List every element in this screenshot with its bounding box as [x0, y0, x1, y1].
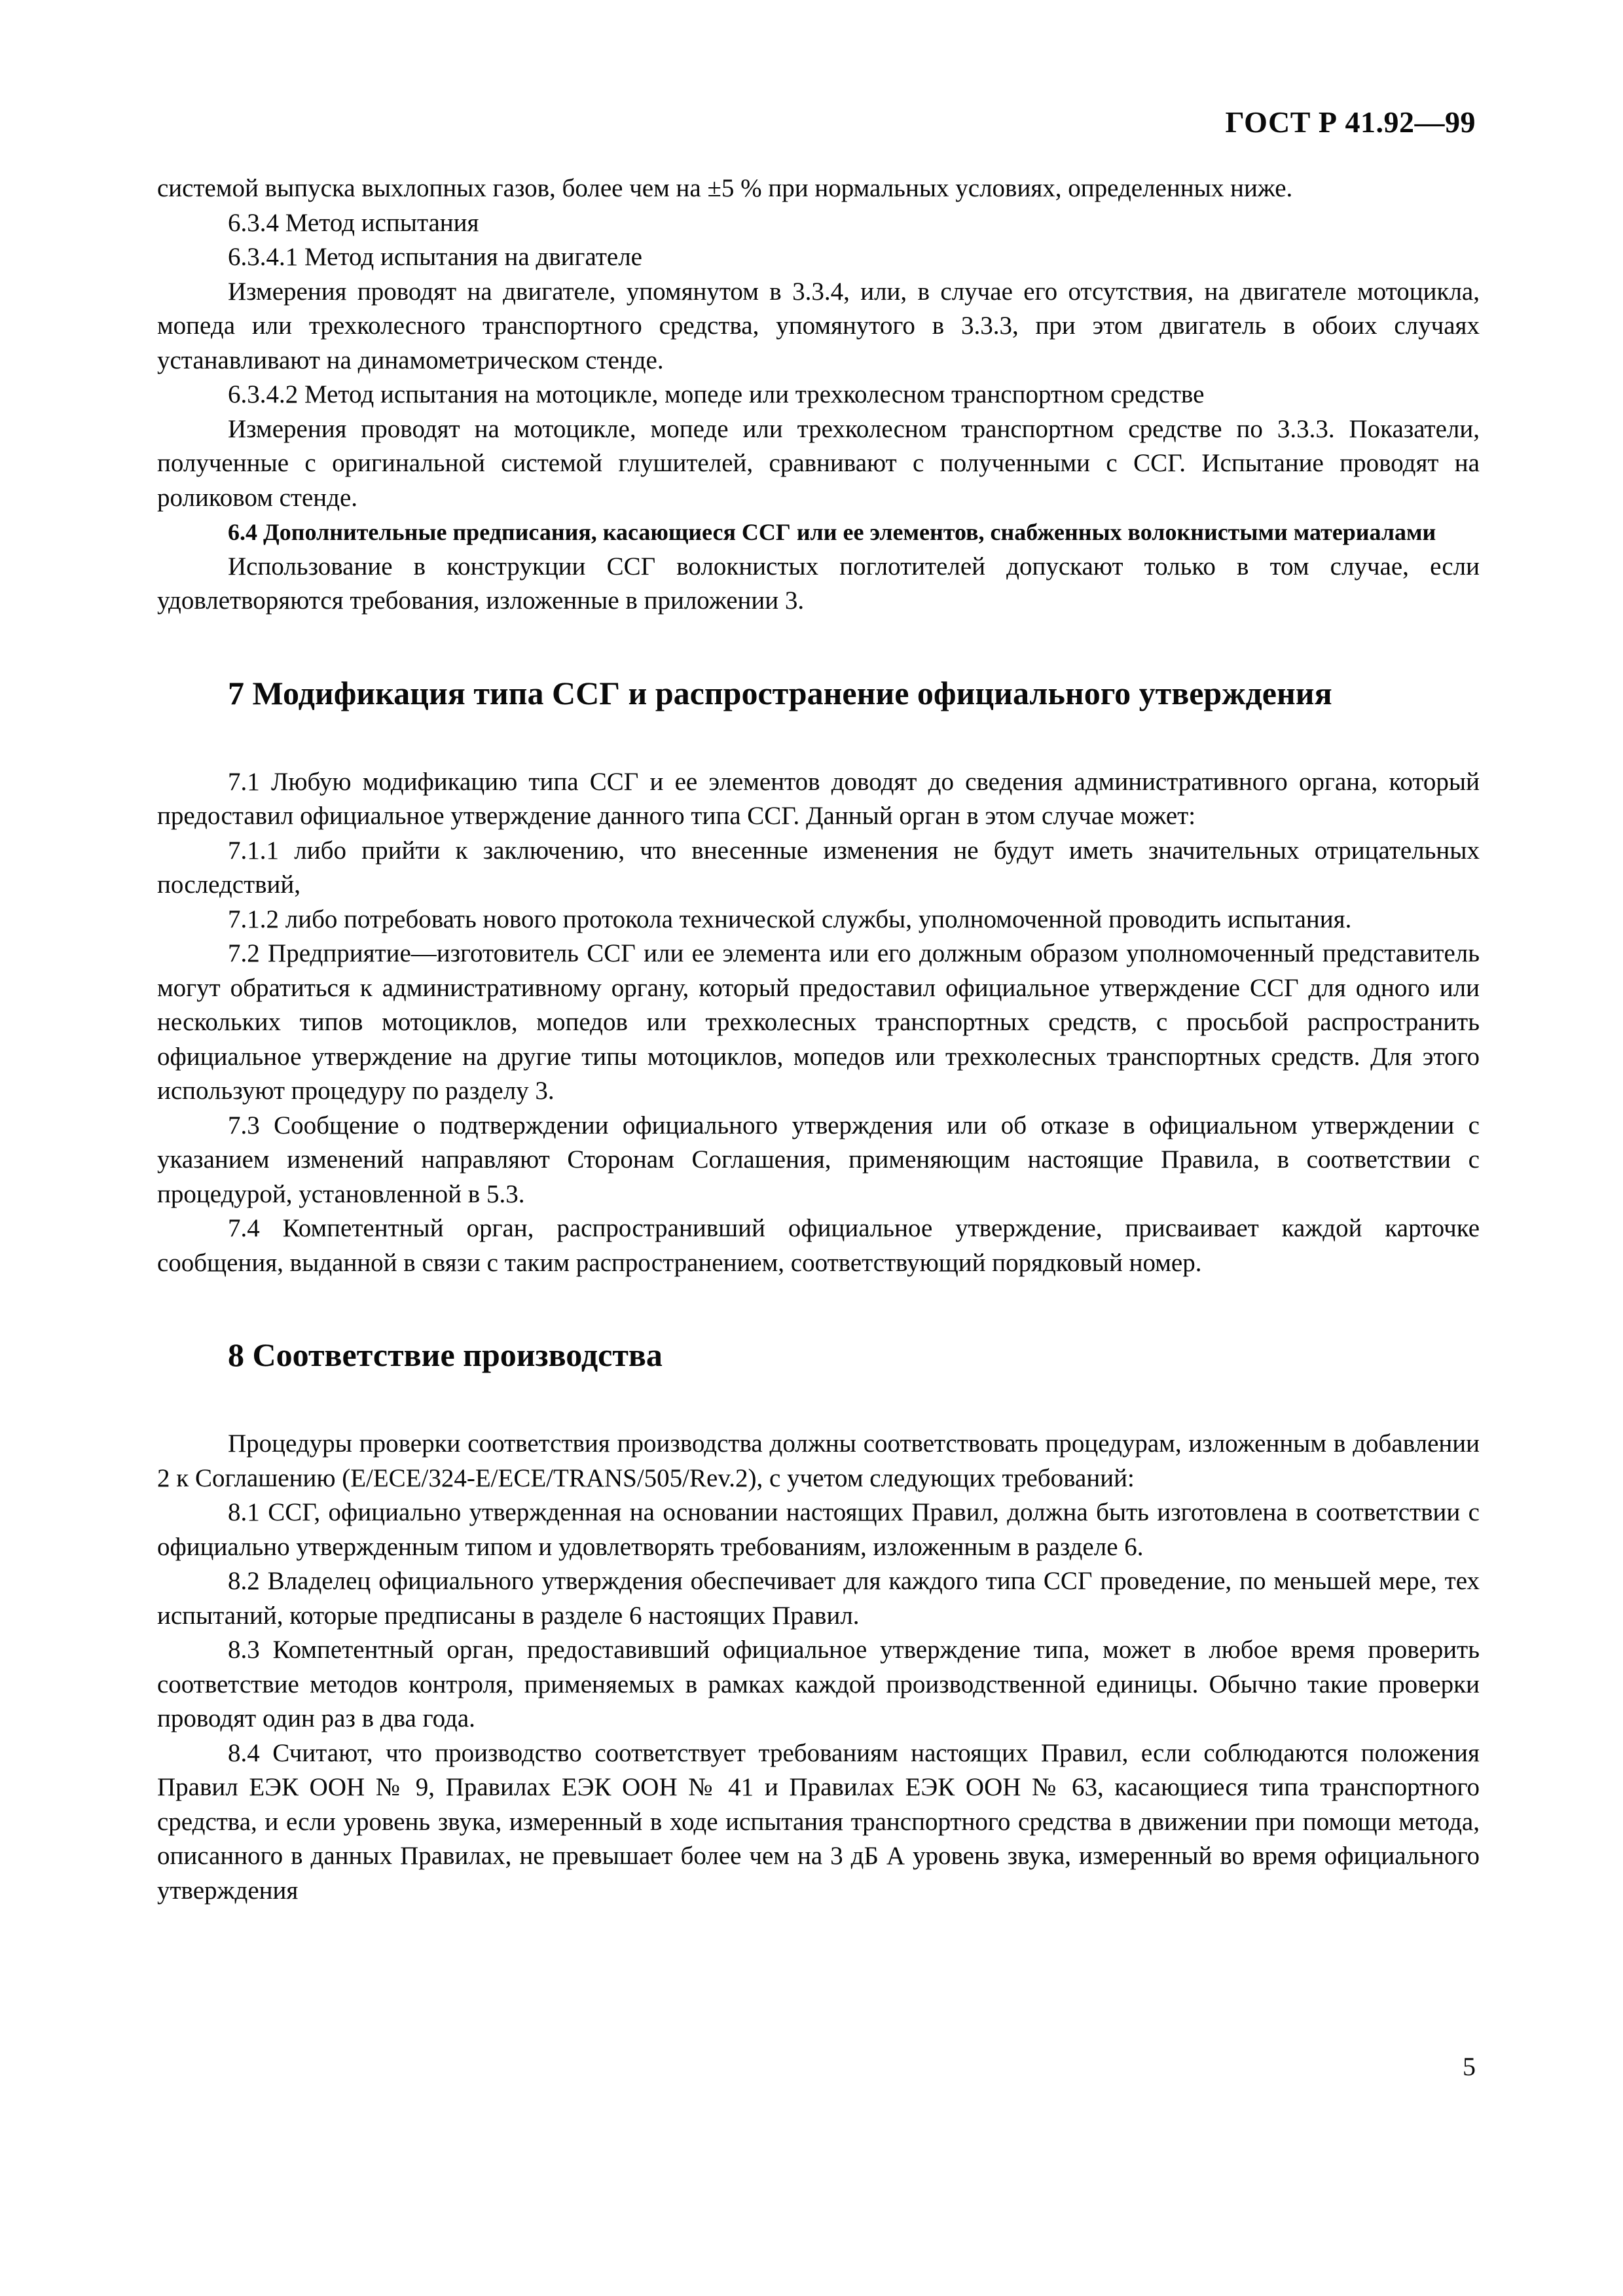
clause-8-4: 8.4 Считают, что производство соответствует требованиям настоящих Правил, если соблюдаются положения Правил ЕЭК ООН № 9, Правилах ЕЭК ООН № 41 и Правилах ЕЭК ООН № 63, касающиеся типа транспортного средства, и если уровень звука, измеренный в ходе испытания транспортного средства в движении при помощи метода, описанного в данных Правилах, не превышает более чем на 3 дБ А уровень звука, измеренный во время официального утверждения [157, 1738, 1480, 1905]
clause-6-3-4-2: 6.3.4.2 Метод испытания на мотоцикле, мопеде или трехколесном транспортном средстве [228, 380, 1205, 408]
paragraph-continuation: системой выпуска выхлопных газов, более чем на ±5 % при нормальных условиях, определенных ниже. [157, 174, 1293, 202]
section-8-intro: Процедуры проверки соответствия производства должны соответствовать процедурам, изложенным в добавлении 2 к Соглашению (E/ECE/324-E/ECE/TRANS/505/Rev.2), с учетом следующих требований: [157, 1429, 1480, 1492]
clause-7-3: 7.3 Сообщение о подтверждении официального утверждения или об отказе в официальном утверждении с указанием изменений направляют Сторонам Соглашения, применяющим настоящие Правила, в соответствии с процедурой, установленной в 5.3. [157, 1111, 1480, 1208]
page-body [157, 171, 1480, 1908]
clause-8-3: 8.3 Компетентный орган, предоставивший официальное утверждение типа, может в любое время проверить соответствие методов контроля, применяемых в рамках каждой производственной единицы. Обычно такие проверки проводят один раз в два года. [157, 1636, 1480, 1732]
clause-7-2: 7.2 Предприятие—изготовитель ССГ или ее элемента или его должным образом уполномоченный представитель могут обратиться к административному органу, который предоставил официальное утверждение ССГ для одного или нескольких типов мотоциклов, мопедов или трехколесных транспортных средств, с просьбой распространить официальное утверждение на другие типы мотоциклов, мопедов или трехколесных транспортных средств. Для этого используют процедуру по разделу 3. [157, 939, 1480, 1105]
clause-7-1-2: 7.1.2 либо потребовать нового протокола технической службы, уполномоченной проводить испытания. [228, 905, 1352, 933]
paragraph: Использование в конструкции ССГ волокнистых поглотителей допускают только в том случае, если удовлетворяются требования, изложенные в приложении 3. [157, 552, 1480, 615]
page-number: 5 [1463, 2052, 1476, 2081]
clause-7-4: 7.4 Компетентный орган, распространивший официальное утверждение, присваивает каждой карточке сообщения, выданной в связи с таким распространением, соответствующий порядковый номер. [157, 1214, 1480, 1277]
clause-8-2: 8.2 Владелец официального утверждения обеспечивает для каждого типа ССГ проведение, по меньшей мере, тех испытаний, которые предписаны в разделе 6 настоящих Правил. [157, 1567, 1480, 1630]
clause-8-1: 8.1 ССГ, официально утвержденная на основании настоящих Правил, должна быть изготовлена в соответствии с официально утвержденным типом и удовлетворять требованиям, изложенным в разделе 6. [157, 1498, 1480, 1561]
paragraph: Измерения проводят на мотоцикле, мопеде или трехколесном транспортном средстве по 3.3.3. Показатели, полученные с оригинальной системой глушителей, сравнивают с полученными с ССГ. Испытание проводят на роликовом стенде. [157, 414, 1480, 512]
paragraph: Измерения проводят на двигателе, упомянутом в 3.3.4, или, в случае его отсутствия, на двигателе мотоцикла, мопеда или трехколесного транспортного средства, упомянутого в 3.3.3, при этом двигатель в обоих случаях устанавливают на динамометрическом стенде. [157, 277, 1480, 374]
clause-6-3-4: 6.3.4 Метод испытания [228, 208, 479, 237]
clause-6-3-4-1: 6.3.4.1 Метод испытания на двигателе [228, 243, 642, 271]
section-7-title: 7 Модификация типа ССГ и распространение официального утверждения [228, 674, 1332, 711]
section-8-title: 8 Соответствие производства [228, 1336, 663, 1373]
document-code: ГОСТ Р 41.92—99 [1225, 105, 1476, 139]
clause-7-1-1: 7.1.1 либо прийти к заключению, что внесенные изменения не будут иметь значительных отрицательных последствий, [157, 836, 1480, 899]
clause-6-4-heading: 6.4 Дополнительные предписания, касающиеся ССГ или ее элементов, снабженных волокнистыми материалами [228, 519, 1436, 545]
clause-7-1: 7.1 Любую модификацию типа ССГ и ее элементов доводят до сведения административного органа, который предоставил официальное утверждение данного типа ССГ. Данный орган в этом случае может: [157, 767, 1480, 830]
